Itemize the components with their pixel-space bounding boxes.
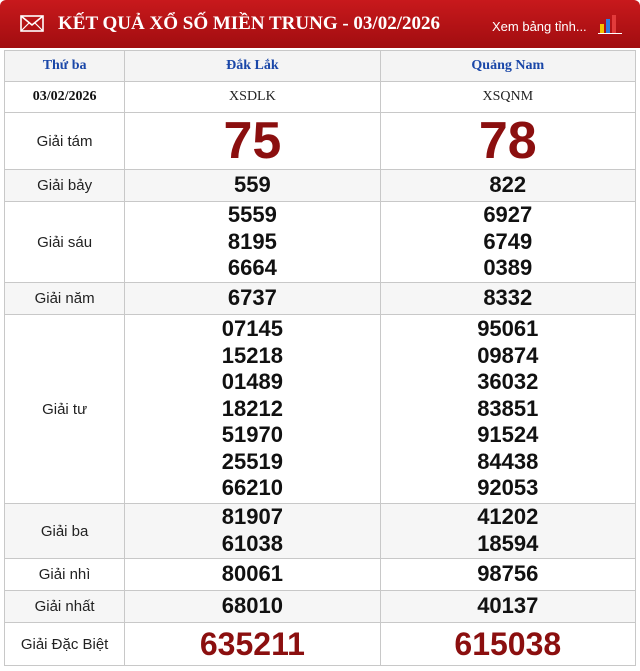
- prize-values-cell: [125, 591, 380, 623]
- prize-number: 83851: [477, 395, 539, 421]
- prize-values-cell: [380, 202, 635, 283]
- prize-number: 01489: [221, 369, 283, 395]
- prize-label: Giải nhất: [5, 591, 125, 623]
- prize-label: Giải bảy: [5, 170, 125, 202]
- prize-number: 822: [489, 172, 527, 198]
- prize-values-cell: [380, 591, 635, 623]
- province-code-cell: XSDLK: [125, 82, 380, 113]
- prize-row-3: [5, 504, 636, 559]
- prize-row-4: [5, 315, 636, 504]
- prize-number: 81907: [221, 504, 283, 530]
- prize-number: 98756: [477, 561, 539, 587]
- prize-values-cell: [125, 170, 380, 202]
- prize-values-cell: [380, 170, 635, 202]
- prize-values-cell: [380, 283, 635, 315]
- prize-number: 5559: [227, 202, 277, 228]
- prize-row-5: [5, 283, 636, 315]
- bar-chart-icon[interactable]: [598, 14, 622, 34]
- prize-values-cell: [125, 315, 380, 504]
- prize-label: Giải tư: [5, 315, 125, 504]
- view-province-table-link[interactable]: Xem bảng tỉnh...: [492, 19, 587, 34]
- prize-number: 91524: [477, 422, 539, 448]
- prize-number: 84438: [477, 448, 539, 474]
- prize-label: Giải tám: [5, 113, 125, 170]
- prize-number: 0389: [483, 255, 533, 281]
- prize-row-6: [5, 202, 636, 283]
- prize-values-cell: [125, 283, 380, 315]
- special-prize-number: 635211: [199, 626, 305, 662]
- prize-label: Giải sáu: [5, 202, 125, 283]
- prize-number: 68010: [221, 593, 283, 619]
- prize-label: Giải năm: [5, 283, 125, 315]
- prize-number: 07145: [221, 315, 283, 341]
- prize-number: 92053: [477, 475, 539, 501]
- prize-number: 78: [478, 112, 537, 170]
- prize-number: 8195: [227, 228, 277, 254]
- prize-number: 95061: [477, 315, 539, 341]
- prize-number: 66210: [221, 475, 283, 501]
- prize-values-cell: [125, 504, 380, 559]
- prize-label: Giải nhì: [5, 559, 125, 591]
- prize-row-8: [5, 113, 636, 170]
- prize-number: 41202: [477, 504, 539, 530]
- page-title: KẾT QUẢ XỔ SỐ MIỀN TRUNG - 03/02/2026: [58, 13, 440, 34]
- prize-row-special: [5, 623, 636, 666]
- province-header-row: [5, 51, 636, 82]
- prize-number: 18212: [221, 395, 283, 421]
- prize-number: 18594: [477, 531, 539, 556]
- prize-number: 559: [234, 172, 271, 198]
- day-cell: Thứ ba: [5, 51, 125, 82]
- prize-number: 09874: [477, 342, 539, 368]
- prize-number: 8332: [483, 285, 533, 311]
- prize-row-7: [5, 170, 636, 202]
- prize-row-2: [5, 559, 636, 591]
- prize-number: 25519: [221, 448, 283, 474]
- prize-values-cell: [380, 315, 635, 504]
- prize-values-cell: [380, 559, 635, 591]
- prize-values-cell: [125, 202, 380, 283]
- prize-number: 6737: [227, 285, 277, 311]
- prize-row-1: [5, 591, 636, 623]
- prize-values-cell: [380, 504, 635, 559]
- prize-number: 6664: [227, 255, 277, 281]
- prize-label: Giải ba: [5, 504, 125, 559]
- prize-number: 6749: [483, 228, 533, 254]
- prize-number: 61038: [221, 531, 283, 556]
- results-header: [0, 0, 640, 48]
- special-prize-number: 615038: [454, 626, 562, 662]
- prize-number: 6927: [483, 202, 533, 228]
- prize-number: 80061: [221, 561, 283, 587]
- prize-number: 40137: [477, 593, 539, 619]
- results-table: [4, 50, 636, 666]
- prize-number: 36032: [477, 369, 539, 395]
- province-name-cell[interactable]: Quảng Nam: [380, 51, 635, 82]
- province-name-cell[interactable]: Đắk Lắk: [125, 51, 380, 82]
- province-code-cell: XSQNM: [380, 82, 635, 113]
- prize-label: Giải Đặc Biệt: [5, 623, 125, 666]
- prize-values-cell: [125, 113, 380, 170]
- prize-number: 75: [223, 112, 282, 170]
- prize-values-cell: [125, 623, 380, 666]
- prize-values-cell: [125, 559, 380, 591]
- province-code-row: [5, 82, 636, 113]
- prize-number: 15218: [221, 342, 283, 368]
- prize-number: 51970: [221, 422, 283, 448]
- mail-icon: [20, 15, 44, 32]
- prize-values-cell: [380, 623, 635, 666]
- prize-values-cell: [380, 113, 635, 170]
- draw-date-cell: 03/02/2026: [5, 82, 125, 113]
